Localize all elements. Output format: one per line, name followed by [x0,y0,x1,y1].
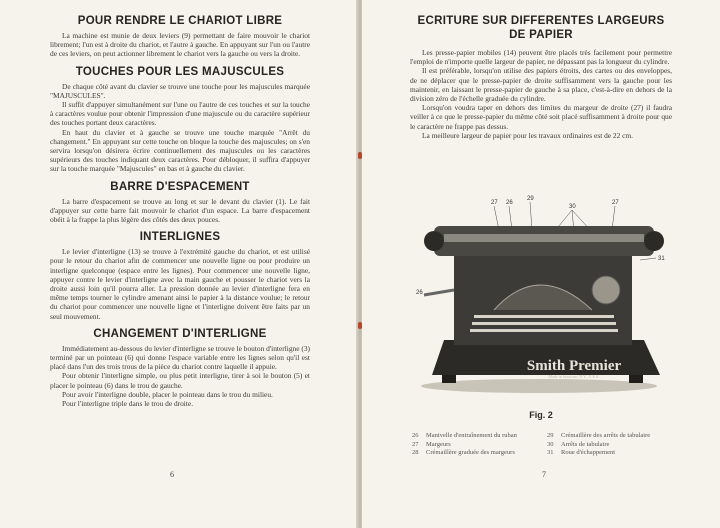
legend-text: Roue d'échappement [561,449,616,457]
escapement-wheel [592,276,620,304]
paragraph: La meilleure largeur de papier pour les travaux ordinaires est de 22 cm. [422,130,634,140]
legend-number: 30 [547,440,554,448]
figure-legend [412,432,682,458]
legend-number: 28 [412,449,419,457]
paragraph: Pour avoir l'interligne double, placer le pointeau dans le trou du milieu. [62,389,273,399]
legend-text: Margeurs [426,440,451,448]
section-barre-espacement [50,180,310,225]
foot [629,375,643,383]
section-interlignes [50,230,310,321]
section-title: TOUCHES POUR LES MAJUSCULES [75,65,285,78]
figure-caption: Fig. 2 [529,410,553,420]
section-title: INTERLIGNES [139,231,221,244]
legend-text: Crémaillère des arrêts de tabulaire [561,432,651,439]
section-majuscules [50,65,310,174]
paragraph: Le levier d'interligne (13) se trouve à l'extrémité gauche du chariot, et est utilisé pour le retour du chariot afin de commencer une nouvelle ligne ou pour produire un interligne quelconque (espace entre les lignes). Pour commencer une nouvelle ligne, appuyer contre le levier d'interligne avec la main gauche et pousser le chariot vers la droite aussi loin qu'il pourra aller. La pression donnée au levier d'interligne fera en même temps tourner le cylindre amenant ainsi le papier à la distance voulue; le retour du chariot pour commencer une nouvelle ligne et l'interligne doivent être faits par un seul mouvement. [50,247,310,321]
callout-label: 30 [569,204,576,210]
platen-knob-left [424,231,444,251]
platen-knob-right [644,231,664,251]
page-number: 7 [542,470,546,479]
callout-label: 27 [491,200,498,206]
section-title: BARRE D'ESPACEMENT [110,180,250,193]
left-column [50,14,310,414]
callout-label: 29 [527,196,534,202]
callout-label: 27 [612,200,619,206]
paragraph: De chaque côté avant du clavier se trouve une touche pour les majuscules marquée "MAJUSCULES". [50,81,310,100]
brand-subtitle: Made in Syracuse, N.Y., U.S.A. [548,374,600,379]
callout-label: 26 [416,290,423,296]
section-title: CHANGEMENT D'INTERLIGNE [93,327,267,340]
legend-text: Arrêts de tabulaire [561,440,610,448]
legend-text: Crémaillère graduée des margeurs [426,449,515,457]
page-number: 6 [170,470,174,479]
paragraph: Pour obtenir l'interligne simple, ou plus petit interligne, tirer à soi le bouton (5) et placer le pointeau (6) dans le trou de gauche. [50,371,310,390]
paragraph: Il est préférable, lorsqu'on utilise des papiers étroits, des cartes ou des enveloppes, de ne déplacer que le presse-papier de droite suffisamment vers la gauche pour les maintenir, en laissant le presse-papier de gauche à sa place, c'est-à-dire en dehors de la division zéro de l'échelle graduée du cylindre. [410,66,672,104]
legend-text: Manivelle d'entraînement du ruban [426,432,517,439]
keyboard [470,315,618,332]
paragraph: Il suffit d'appuyer simultanément sur l'une ou l'autre de ces touches et sur la touche à caractères voulue pour obtenir l'impression d'une majuscule ou du caractère supérieur des touches portant deux caractères. [50,100,310,128]
left-page [0,0,358,528]
legend-number: 31 [547,449,554,457]
page-title-line1: ECRITURE SUR DIFFERENTES LARGEURS [417,15,665,27]
platen-cylinder [444,234,644,242]
foot [442,375,456,383]
page-title-line2: DE PAPIER [509,29,573,41]
paragraph: Les presse-papier mobiles (14) peuvent être placés très facilement pour permettre l'emploi de n'importe quelle largeur de papier, ne dépassant pas la longueur du cylindre. [410,48,672,67]
ribbon-crank-handle [424,290,454,295]
paragraph: La machine est munie de deux leviers (9) permettant de faire mouvoir le chariot librement; l'un est à droite du chariot, et l'autre à gauche. En appuyant sur l'un ou l'autre de ces leviers, on peut actionner librement le chariot vers la gauche ou vers la droite. [50,31,310,59]
shadow-shape [421,379,657,393]
paragraph: Pour l'interligne triple dans le trou de droite. [62,399,194,409]
brand-logo: Smith Premier [526,358,622,374]
paragraph: La barre d'espacement se trouve au long et sur le devant du clavier (1). Le fait d'appuyer sur cette barre fait mouvoir le chariot d'un espace. La barre d'espacement obéit à la frappe la plus légère des côtés des deux pouces. [50,196,310,225]
legend-number: 29 [547,432,554,439]
section-chariot-libre [50,14,310,59]
callout-label: 31 [658,256,665,262]
typewriter-illustration [414,190,664,395]
paragraph: Immédiatement au-dessous du levier d'interligne se trouve le bouton d'interligne (3) terminé par un pointeau (6) qui donne l'espace variable entre les lignes selon qu'il est placé dans l'un des trois trous de la pièce du chariot contre laquelle il appuie. [50,343,310,372]
paragraph: Lorsqu'on voudra taper en dehors des limites du margeur de droite (27) il faudra veiller à ce que le presse-papier du même côté soit placé suffisamment à droite pour que le caractère ne frappe pas dessus. [410,103,672,131]
paragraph: En haut du clavier et à gauche se trouve une touche marquée "Arrêt du changement." En appuyant sur cette touche on bloque la touche des majuscules; on s'en servira lorsqu'on désirera écrire continuellement des majuscules ou les caractères supérieurs des touches indiquant deux caractères. Pour débloquer, il suffira d'appuyer sur la touche marquée "Majuscules" en bas et à gauche du clavier. [50,127,310,174]
right-page [362,0,720,528]
right-column [410,14,672,140]
legend-number: 26 [412,432,419,439]
callout-label: 26 [506,200,513,206]
legend-number: 27 [412,440,419,448]
section-changement-interligne [50,327,310,408]
section-title: POUR RENDRE LE CHARIOT LIBRE [77,15,283,27]
